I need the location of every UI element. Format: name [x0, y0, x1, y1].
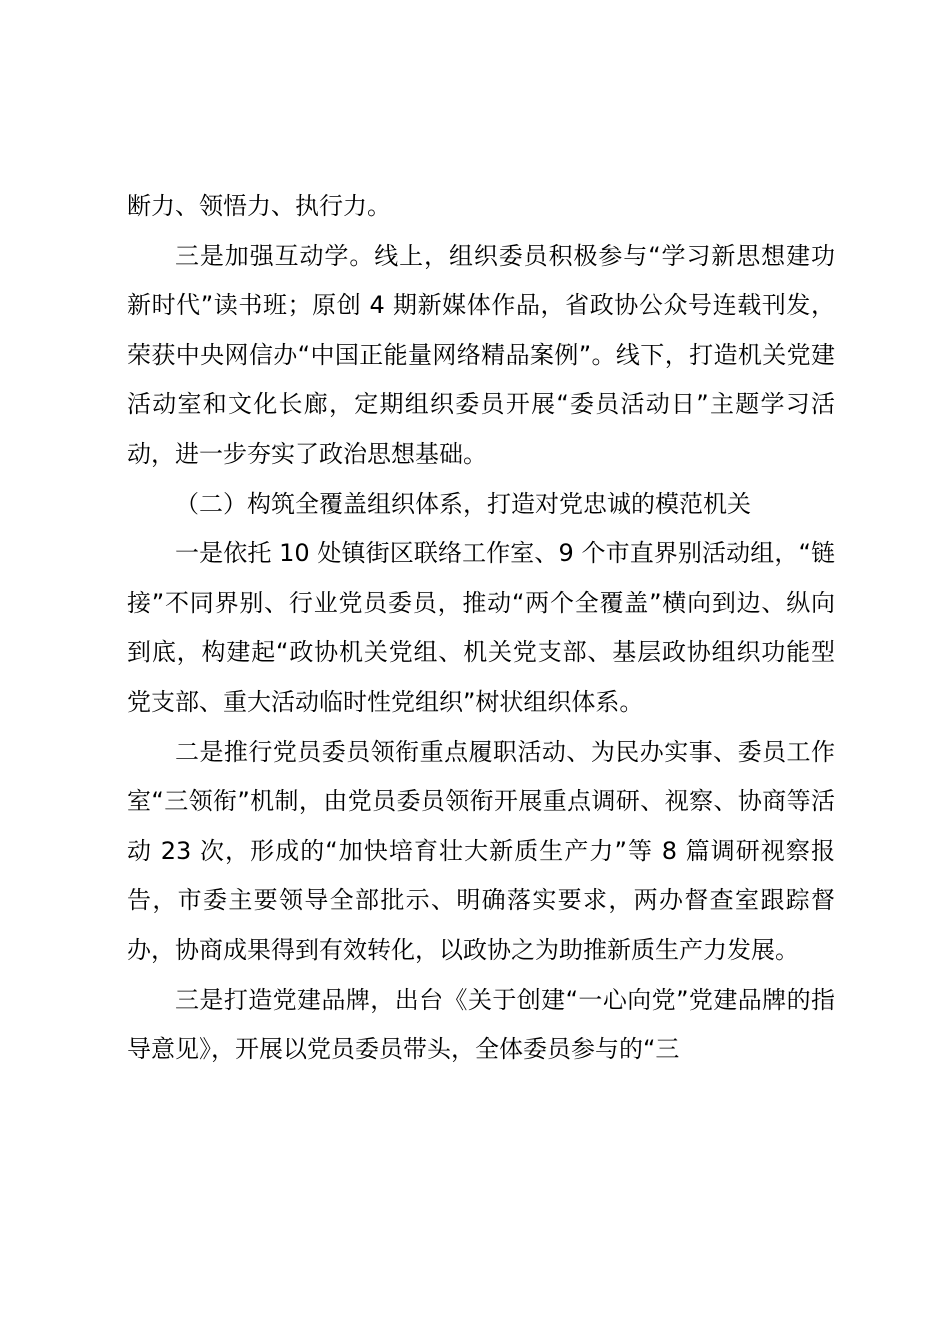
paragraph-three-leads-mechanism: 二是推行党员委员领衔重点履职活动、为民办实事、委员工作室“三领衔”机制，由党员委员领衔开展重点调研、视察、协商等活动 23 次，形成的“加快培育壮大新质生产力”等 8 篇调研视察报告，市委主要领导全部批示、明确落实要求，两办督查室跟踪督办，协商成果得到有效转化，以政协之为助推新质生产力发展。	[127, 737, 835, 964]
paragraph-interactive-learning: 三是加强互动学。线上，组织委员积极参与“学习新思想建功新时代”读书班；原创 4 期新媒体作品，省政协公众号连载刊发，荣获中央网信办“中国正能量网络精品案例”。线下，打造机关党建活动室和文化长廊，定期组织委员开展“委员活动日”主题学习活动，进一步夯实了政治思想基础。	[127, 241, 835, 468]
paragraph-liaison-offices: 一是依托 10 处镇街区联络工作室、9 个市直界别活动组，“链接”不同界别、行业党员委员，推动“两个全覆盖”横向到边、纵向到底，构建起“政协机关党组、机关党支部、基层政协组织功能型党支部、重大活动临时性党组织”树状组织体系。	[127, 539, 835, 716]
section-heading-organization-system: （二）构筑全覆盖组织体系，打造对党忠诚的模范机关	[175, 489, 751, 518]
paragraph-party-brand: 三是打造党建品牌，出台《关于创建“一心向党”党建品牌的指导意见》，开展以党员委员带头，全体委员参与的“三	[127, 985, 835, 1064]
paragraph-continuation: 断力、领悟力、执行力。	[127, 192, 391, 220]
document-body	[127, 182, 835, 1075]
